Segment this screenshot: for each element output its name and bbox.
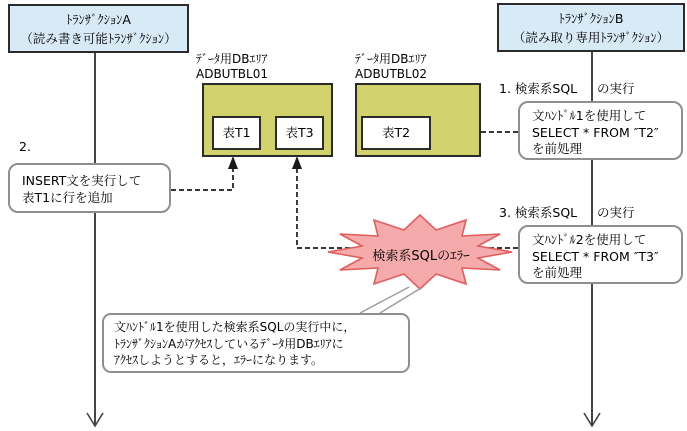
- step1-label-suffix: の実行: [597, 81, 635, 96]
- step3-label-suffix: の実行: [597, 205, 635, 220]
- step1-line2: SELECT * FROM ″T2″: [532, 124, 659, 140]
- step1-callout-box: [518, 101, 683, 160]
- step3-line3: を前処理: [532, 265, 583, 280]
- step3-line1: 文ﾊﾝﾄﾞﾙ2を使用して: [532, 232, 647, 247]
- db-area1-label-line1: ﾃﾞｰﾀ用DBｴﾘｱ: [196, 52, 268, 66]
- step3-callout-box: [518, 225, 683, 284]
- db-area2-label-line1: ﾃﾞｰﾀ用DBｴﾘｱ: [355, 52, 427, 66]
- db-area2-label-line2: ADBUTBL02: [355, 67, 427, 81]
- table-t2-box: 表T2: [361, 116, 431, 150]
- transaction-b-box: [497, 3, 685, 52]
- step1-label: 1. 検索系SQL: [499, 81, 578, 96]
- error-burst-label: 検索系SQLのｴﾗｰ: [372, 249, 470, 264]
- step3-label: 3. 検索系SQL: [499, 205, 578, 220]
- step2-line1: INSERT文を実行して: [22, 173, 142, 188]
- step1-line3: を前処理: [532, 141, 583, 156]
- error-note-box: [102, 313, 410, 373]
- transaction-a-box: [8, 4, 189, 53]
- transaction-b-title: ﾄﾗﾝｻﾞｸｼｮﾝB: [558, 11, 624, 26]
- db-area2-label: [355, 52, 427, 82]
- t1-arrowhead: [228, 156, 238, 169]
- step2-line2: 表T1に行を追加: [22, 189, 113, 205]
- db-area1-label: [196, 52, 268, 82]
- step3-line2: SELECT * FROM ″T3″: [532, 248, 659, 264]
- table-t1-box: 表T1: [212, 116, 261, 150]
- transaction-a-subtitle: （読み書き可能ﾄﾗﾝｻﾞｸｼｮﾝ）: [20, 30, 177, 46]
- transaction-b-subtitle: （読み取り専用ﾄﾗﾝｻﾞｸｼｮﾝ）: [512, 29, 670, 45]
- error-note-line3: ｱｸｾｽしようとすると，ｴﾗｰになります。: [114, 353, 324, 367]
- step1-line1: 文ﾊﾝﾄﾞﾙ1を使用して: [532, 108, 647, 123]
- transaction-a-title: ﾄﾗﾝｻﾞｸｼｮﾝA: [66, 12, 131, 27]
- step2-callout-box: [8, 163, 171, 213]
- db-area1-label-line2: ADBUTBL01: [196, 67, 268, 81]
- t3-arrowhead: [292, 156, 302, 169]
- insert-to-t1-dashed-line: [171, 166, 233, 190]
- error-note-line1: 文ﾊﾝﾄﾞﾙ1を使用した検索系SQLの実行中に，: [114, 320, 356, 334]
- table-t3-box: 表T3: [275, 116, 324, 150]
- error-note-line2: ﾄﾗﾝｻﾞｸｼｮﾝAがｱｸｾｽしているﾃﾞｰﾀ用DBｴﾘｱに: [114, 336, 344, 351]
- step2-label: 2.: [19, 139, 31, 154]
